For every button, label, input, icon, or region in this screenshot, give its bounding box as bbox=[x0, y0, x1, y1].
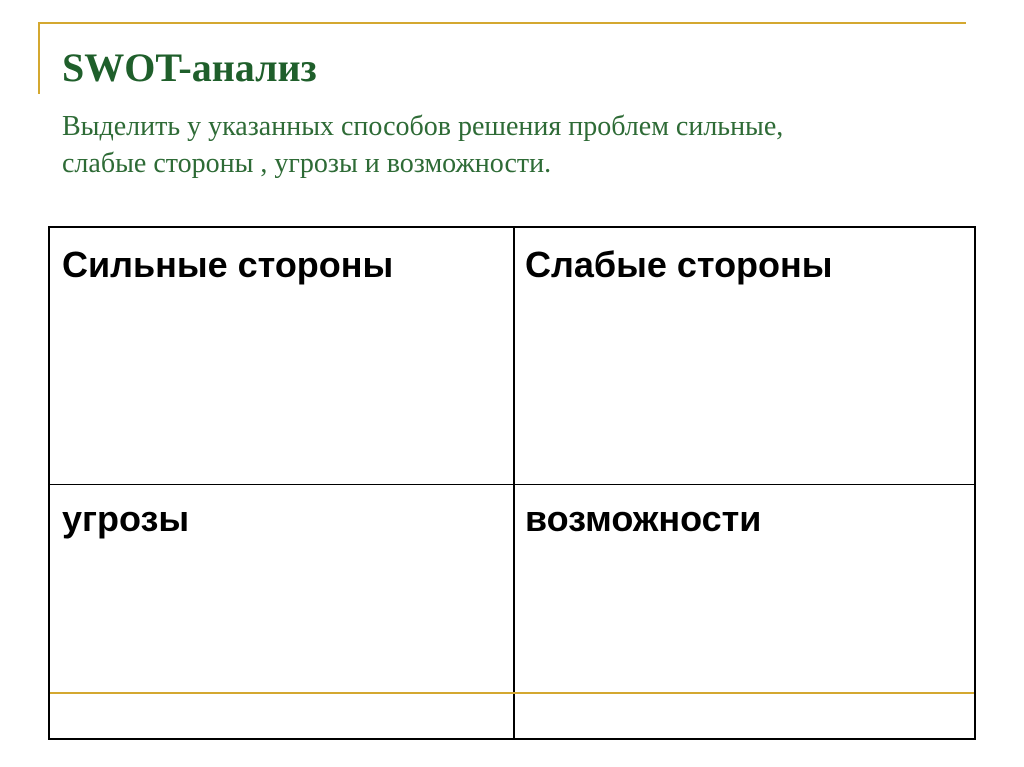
swot-table bbox=[48, 226, 976, 740]
strengths-cell: Сильные стороны bbox=[62, 244, 394, 285]
left-decorative-rule bbox=[38, 22, 40, 94]
slide-subtitle: Выделить у указанных способов решения проблем сильные, слабые стороны , угрозы и возможности. bbox=[62, 111, 784, 179]
table-horizontal-divider bbox=[50, 484, 974, 485]
opportunities-cell: возможности bbox=[525, 498, 762, 539]
table-vertical-divider bbox=[513, 228, 515, 738]
top-decorative-rule bbox=[38, 22, 966, 24]
weaknesses-cell: Слабые стороны bbox=[525, 244, 833, 285]
table-bottom-accent-line bbox=[50, 692, 974, 694]
threats-cell: угрозы bbox=[62, 498, 190, 539]
slide-title: SWOT-анализ bbox=[62, 45, 317, 90]
